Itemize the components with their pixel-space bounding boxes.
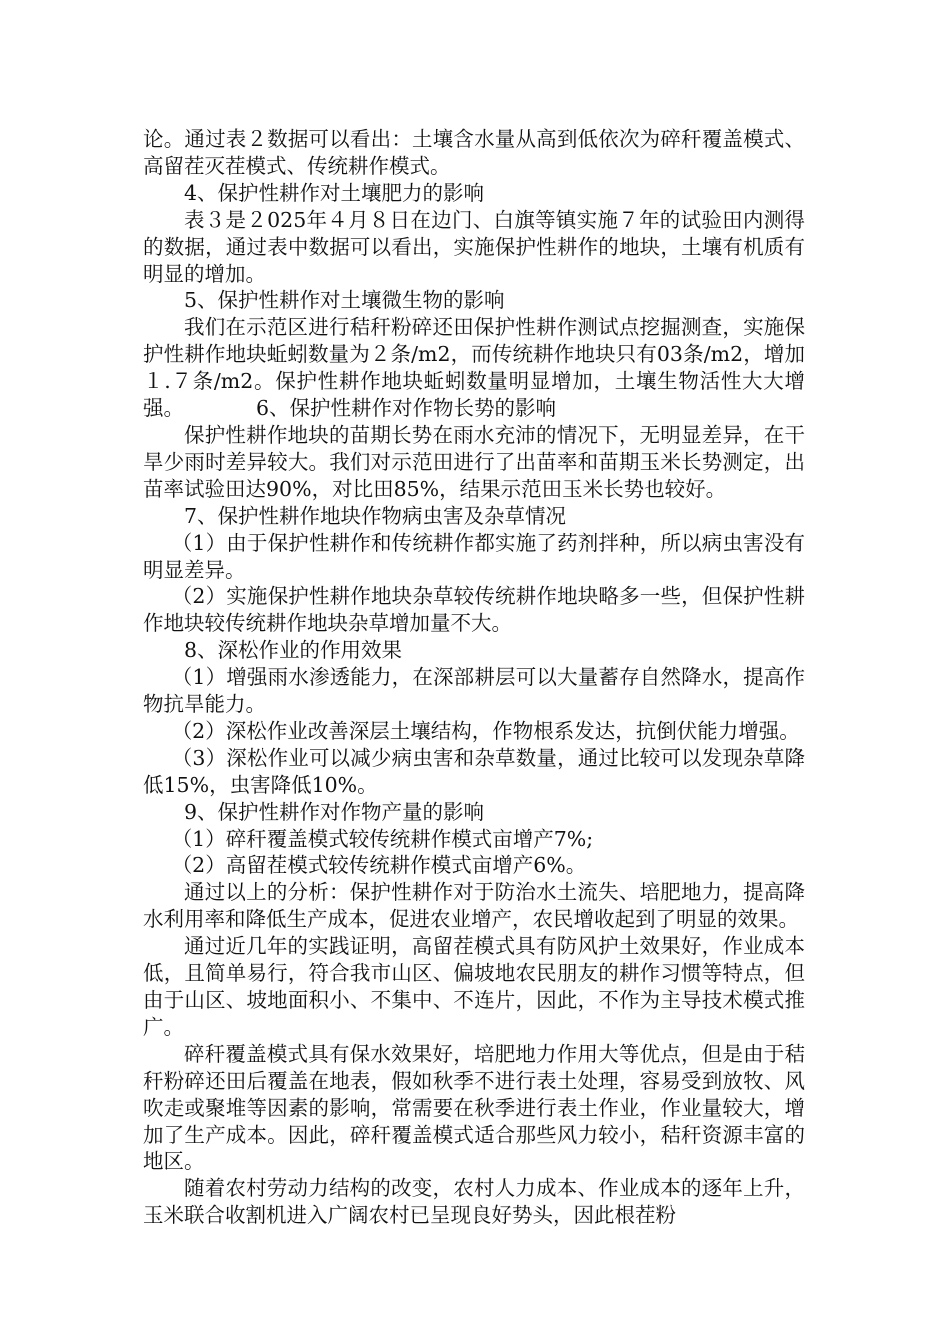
item-rain-infiltration: （1）增强雨水渗透能力，在深部耕层可以大量蓄存自然降水，提高作物抗旱能力。: [143, 665, 805, 717]
heading-section-4: 4、保护性耕作对土壤肥力的影响: [184, 180, 485, 205]
item-pest-reduction: （3）深松作业可以减少病虫害和杂草数量，通过比较可以发现杂草降低15%，虫害降低10%。: [143, 745, 805, 797]
heading-section-9: 9、保护性耕作对作物产量的影响: [184, 799, 485, 824]
paragraph-earthworms: [143, 314, 805, 422]
paragraph-earthworms-text: 我们在示范区进行秸秆粉碎还田保护性耕作测试点挖掘测查，实施保护性耕作地块蚯蚓数量为２条/m2，而传统耕作地块只有03条/m2，增加１.７条/m2。保护性耕作地块蚯蚓数量明显增加，土壤生物活性大大增强。: [143, 315, 805, 421]
item-weeds: （2）实施保护性耕作地块杂草较传统耕作地块略多一些，但保护性耕作地块较传统耕作地块杂草增加量不大。: [143, 584, 805, 636]
paragraph-labor-change: 随着农村劳动力结构的改变，农村人力成本、作业成本的逐年上升，玉米联合收割机进入广阔农村已呈现良好势头，因此根茬粉: [143, 1176, 805, 1228]
heading-section-7: 7、保护性耕作地块作物病虫害及杂草情况: [184, 503, 567, 528]
paragraph-high-stubble-mode: 通过近几年的实践证明，高留茬模式具有防风护土效果好，作业成本低，且简单易行，符合我市山区、偏坡地农民朋友的耕作习惯等特点，但由于山区、坡地面积小、不集中、不连片，因此，不作为主导技术模式推广。: [143, 934, 805, 1039]
heading-section-6: 6、保护性耕作对作物长势的影响: [256, 396, 557, 421]
item-soil-structure: （2）深松作业改善深层土壤结构，作物根系发达，抗倒伏能力增强。: [171, 718, 800, 743]
item-pests: （1）由于保护性耕作和传统耕作都实施了药剂拌种，所以病虫害没有明显差异。: [143, 530, 805, 582]
heading-section-8: 8、深松作业的作用效果: [184, 638, 403, 663]
document-body: [143, 126, 805, 1229]
item-yield-straw-cover: （1）碎秆覆盖模式较传统耕作模式亩增产7%;: [171, 826, 594, 851]
paragraph-soil-fertility: 表３是２025年４月８日在边门、白旗等镇实施７年的试验田内测得的数据，通过表中数据可以看出，实施保护性耕作的地块，土壤有机质有明显的增加。: [143, 207, 805, 286]
paragraph-straw-cover-mode: 碎秆覆盖模式具有保水效果好，培肥地力作用大等优点，但是由于秸秆粉碎还田后覆盖在地表，假如秋季不进行表土处理，容易受到放牧、风吹走或聚堆等因素的影响，常需要在秋季进行表土作业，作业量较大，增加了生产成本。因此，碎秆覆盖模式适合那些风力较小，秸秆资源丰富的地区。: [143, 1041, 805, 1174]
heading-section-5: 5、保护性耕作对土壤微生物的影响: [184, 288, 505, 313]
paragraph-seedling-growth: 保护性耕作地块的苗期长势在雨水充沛的情况下，无明显差异，在干旱少雨时差异较大。我们对示范田进行了出苗率和苗期玉米长势测定，出苗率试验田达90%，对比田85%，结果示范田玉米长势也较好。: [143, 422, 805, 501]
item-yield-high-stubble: （2）高留茬模式较传统耕作模式亩增产6%。: [171, 853, 587, 878]
paragraph-table2-conclusion: 论。通过表２数据可以看出：土壤含水量从高到低依次为碎秆覆盖模式、高留茬灭茬模式、传统耕作模式。: [143, 127, 805, 178]
paragraph-analysis-summary: 通过以上的分析：保护性耕作对于防治水土流失、培肥地力，提高降水利用率和降低生产成本，促进农业增产，农民增收起到了明显的效果。: [143, 880, 805, 932]
